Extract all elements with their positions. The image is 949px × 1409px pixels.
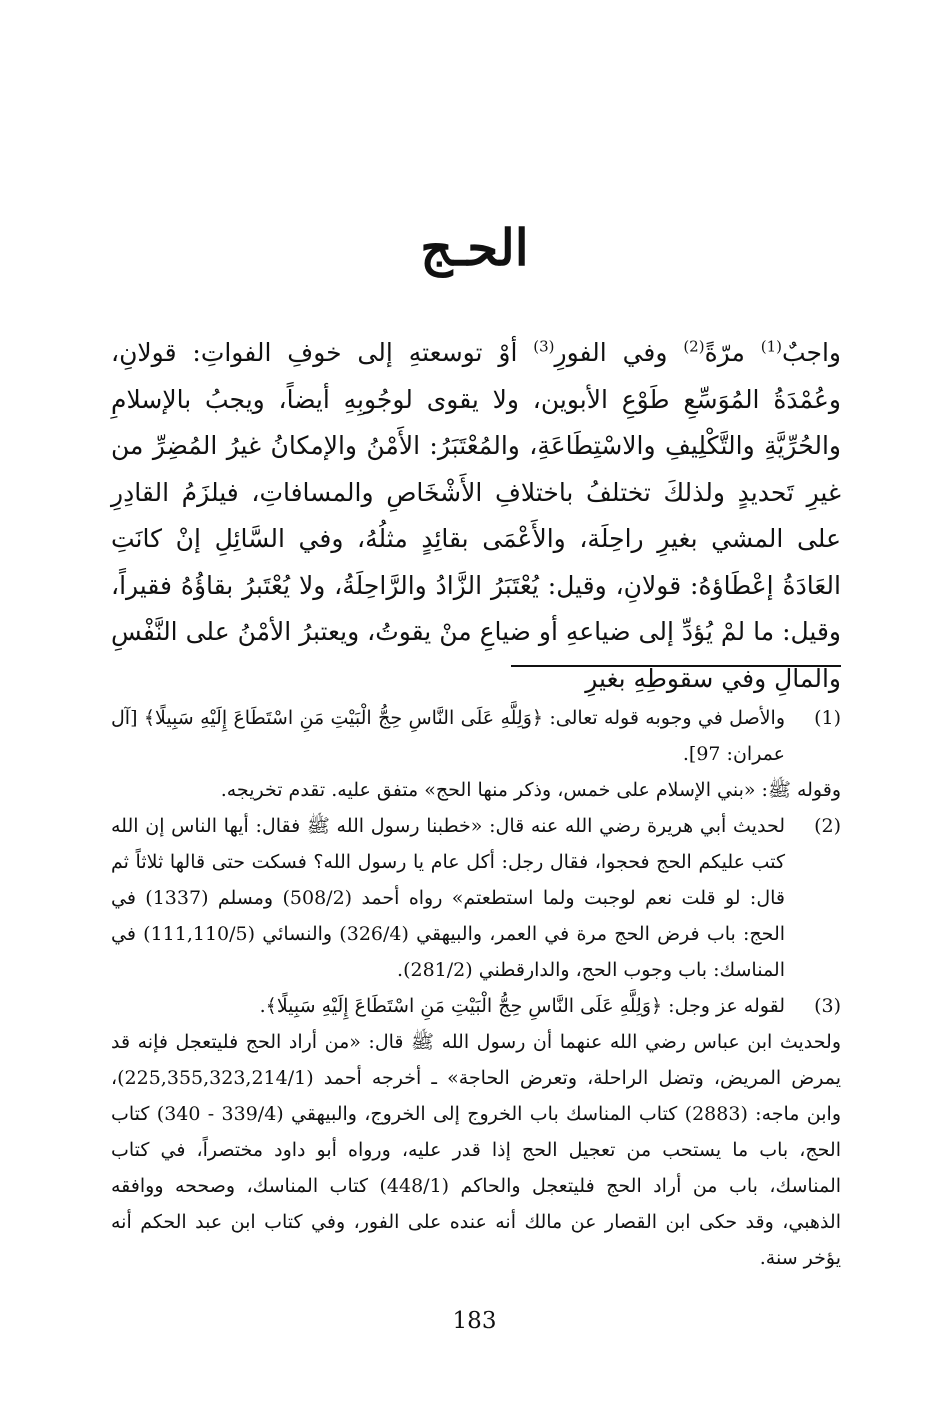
footnote-3-number: (3) xyxy=(814,995,841,1017)
footnote-ref-3: (3) xyxy=(533,337,555,356)
footnote-1 xyxy=(111,700,841,808)
main-text-segment: واجبٌ xyxy=(781,338,842,367)
footnote-1-number: (1) xyxy=(814,707,841,729)
footnote-2-text xyxy=(111,808,841,988)
footnote-1-body: والأصل في وجوبه قوله تعالى: ﴿وَلِلَّهِ عَلَى النَّاسِ حِجُّ الْبَيْتِ مَنِ اسْتَطَاعَ إِلَيْهِ سَبِيلًا﴾ [آل عمران: 97]. xyxy=(111,707,785,765)
footnote-1-text xyxy=(111,700,841,772)
main-text-segment: مرّةً xyxy=(704,338,761,367)
footnote-2-body: لحديث أبي هريرة رضي الله عنه قال: «خطبنا رسول الله ﷺ فقال: أيها الناس إن الله كتب عليكم الحج فحجوا، فقال رجل: أكل عام يا رسول الله؟ فسكت حتى قالها ثلاثاً ثم قال: لو قلت نعم لوجبت ولما استطعتم» رواه أحمد (508/2) ومسلم (1337) في الحج: باب فرض الحج مرة في العمر، والبيهقي (326/4) والنسائي (111,110/5) في المناسك: باب وجوب الحج، والدارقطني (281/2). xyxy=(111,815,786,981)
footnote-1-continuation: وقوله ﷺ: «بني الإسلام على خمس، وذكر منها الحج» متفق عليه. تقدم تخريجه. xyxy=(220,779,841,801)
footnote-divider xyxy=(511,665,841,667)
footnote-2-number: (2) xyxy=(814,815,841,837)
footnotes xyxy=(111,700,841,1276)
footnote-ref-2: (2) xyxy=(683,337,705,356)
main-text-segment: وفي الفورِ xyxy=(554,338,684,367)
footnote-3-continuation: ولحديث ابن عباس رضي الله عنهما أن رسول الله ﷺ قال: «من أراد الحج فليتعجل فإنه قد يمرض المريض، وتضل الراحلة، وتعرض الحاجة» ـ أخرجه أحمد (225,355,323,214/1)، وابن ماجه: (2883) كتاب المناسك باب الخروج إلى الخروج، والبيهقي (339/4 - 340) كتاب الحج، باب ما يستحب من تعجيل الحج إذا قدر عليه، ورواه أبو داود مختصراً، في كتاب المناسك، باب من أراد الحج فليتعجل والحاكم (448/1) كتاب المناسك، وصححه ووافقه الذهبي، وقد حكى ابن القصار عن مالك أنه عنده على الفور، وفي كتاب ابن عبد الحكم أنه يؤخر سنة. xyxy=(111,1031,842,1269)
footnote-3 xyxy=(111,988,841,1276)
main-text-segment: أوْ توسعتهِ إلى خوفِ الفواتِ: قولانِ، وعُمْدَةُ المُوَسِّعِ طَوْعِ الأبوين، ولا يقوى لوجُوبِهِ أيضاً، ويجبُ بالإسلامِ والحُرِّيَّةِ والتَّكْلِيفِ والاسْتِطَاعَةِ، والمُعْتَبَرُ: الأَمْنُ والإمكانُ غيرُ المُضِرِّ من غيرِ تَحديدٍ ولذلكَ تختلفُ باختلافِ الأَشْخَاصِ والمسافاتِ، فيلزَمُ القادِرِ على المشي بغيرِ راحِلَة، والأَعْمَى بقائِدٍ مثلُهُ، وفي السَّائِلِ إنْ كانَتِ العَادَةُ إعْطَاؤهُ: قولانِ، وقيل: يُعْتَبَرُ الزَّادُ والرَّاحِلَةُ، ولا يُعْتَبرُ بقاؤُهُ فقيراً، وقيل: ما لمْ يُؤدِّ إلى ضياعهِ أو ضياعِ منْ يقوتُ، ويعتبرُ الأمْنُ على النَّفْسِ والمالِ وفي سقوطِهِ بغيرِ xyxy=(111,338,841,693)
footnote-3-body: لقوله عز وجل: ﴿وَلِلَّهِ عَلَى النَّاسِ حِجُّ الْبَيْتِ مَنِ اسْتَطَاعَ إِلَيْهِ سَبِيلًا﴾. xyxy=(259,995,785,1017)
footnote-3-text xyxy=(111,988,841,1024)
footnote-2 xyxy=(111,808,841,988)
chapter-title: الحـج xyxy=(420,218,529,277)
main-text xyxy=(111,330,841,702)
page-number: 183 xyxy=(452,1308,497,1334)
footnote-ref-1: (1) xyxy=(760,337,782,356)
